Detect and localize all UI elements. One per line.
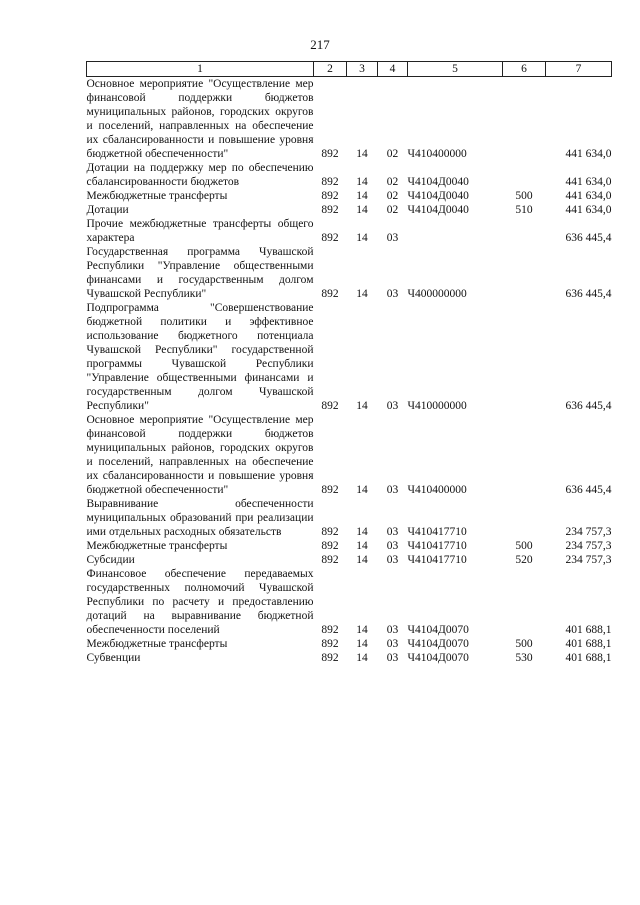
table-body bbox=[87, 77, 612, 666]
row-subsection-code: 03 bbox=[386, 540, 399, 552]
header-row bbox=[87, 62, 612, 77]
row-section-code: 14 bbox=[356, 288, 368, 300]
header-col-1: 1 bbox=[87, 62, 314, 77]
row-amount: 636 445,4 bbox=[565, 484, 612, 496]
row-ministry-code: 892 bbox=[321, 526, 339, 538]
row-subsection-code: 03 bbox=[386, 232, 399, 244]
row-target-article: Ч410000000 bbox=[407, 400, 467, 412]
row-ministry-code: 892 bbox=[321, 484, 339, 496]
row-expense-type: 500 bbox=[515, 638, 533, 650]
row-subsection-code: 03 bbox=[386, 554, 399, 566]
row-section-code: 14 bbox=[356, 652, 368, 664]
row-target-article: Ч4104Д0070 bbox=[407, 638, 469, 650]
row-expense-type: 500 bbox=[515, 540, 533, 552]
table-row bbox=[87, 413, 612, 497]
row-section-code: 14 bbox=[356, 176, 368, 188]
row-section-code: 14 bbox=[356, 624, 368, 636]
row-name: Государственная программа Чувашской Республики "Управление общественными финансами и государственным долгом Чувашской Республики" bbox=[86, 246, 314, 300]
row-ministry-code: 892 bbox=[321, 540, 339, 552]
row-ministry-code: 892 bbox=[321, 638, 339, 650]
header-col-6: 6 bbox=[503, 62, 546, 77]
row-name: Межбюджетные трансферты bbox=[86, 638, 228, 650]
table-row bbox=[87, 203, 612, 217]
row-subsection-code: 03 bbox=[386, 400, 399, 412]
row-target-article: Ч410400000 bbox=[407, 148, 467, 160]
row-section-code: 14 bbox=[356, 204, 368, 216]
row-subsection-code: 03 bbox=[386, 288, 399, 300]
row-name: Межбюджетные трансферты bbox=[86, 190, 228, 202]
row-expense-type: 530 bbox=[515, 652, 533, 664]
row-ministry-code: 892 bbox=[321, 288, 339, 300]
row-name: Основное мероприятие "Осуществление мер финансовой поддержки бюджетов муниципальных районов, городских округов и поселений, направленных на обеспечение их сбалансированности и повышение уровня бюджетной обеспеченности" bbox=[86, 414, 314, 496]
header-col-4: 4 bbox=[378, 62, 408, 77]
row-amount: 441 634,0 bbox=[565, 148, 612, 160]
row-target-article: Ч4104Д0070 bbox=[407, 652, 469, 664]
row-name: Межбюджетные трансферты bbox=[86, 540, 228, 552]
table-row bbox=[87, 497, 612, 539]
header-col-2: 2 bbox=[314, 62, 347, 77]
row-amount: 234 757,3 bbox=[565, 526, 612, 538]
row-target-article: Ч4104Д0040 bbox=[407, 190, 469, 202]
row-target-article: Ч4104Д0070 bbox=[407, 624, 469, 636]
table-row bbox=[87, 77, 612, 162]
row-amount: 441 634,0 bbox=[565, 190, 612, 202]
table-row bbox=[87, 553, 612, 567]
header-col-7: 7 bbox=[546, 62, 612, 77]
row-subsection-code: 03 bbox=[386, 484, 399, 496]
row-subsection-code: 03 bbox=[386, 526, 399, 538]
row-ministry-code: 892 bbox=[321, 176, 339, 188]
row-subsection-code: 03 bbox=[386, 624, 399, 636]
row-ministry-code: 892 bbox=[321, 204, 339, 216]
row-subsection-code: 02 bbox=[386, 148, 399, 160]
row-expense-type bbox=[503, 301, 546, 413]
row-ministry-code: 892 bbox=[321, 148, 339, 160]
row-section-code: 14 bbox=[356, 232, 368, 244]
table-row bbox=[87, 637, 612, 651]
table-row bbox=[87, 301, 612, 413]
row-expense-type bbox=[503, 567, 546, 637]
row-ministry-code: 892 bbox=[321, 232, 339, 244]
row-target-article: Ч410417710 bbox=[407, 554, 467, 566]
row-target-article: Ч4104Д0040 bbox=[407, 204, 469, 216]
table-row bbox=[87, 189, 612, 203]
table-row bbox=[87, 217, 612, 245]
row-target-article: Ч4104Д0040 bbox=[407, 176, 469, 188]
row-amount: 441 634,0 bbox=[565, 176, 612, 188]
table-row bbox=[87, 539, 612, 553]
row-section-code: 14 bbox=[356, 638, 368, 650]
row-target-article bbox=[408, 217, 503, 245]
table-row bbox=[87, 245, 612, 301]
row-target-article: Ч400000000 bbox=[407, 288, 467, 300]
table-row bbox=[87, 161, 612, 189]
row-expense-type: 520 bbox=[515, 554, 533, 566]
row-subsection-code: 02 bbox=[386, 190, 399, 202]
row-target-article: Ч410417710 bbox=[407, 540, 467, 552]
table-row bbox=[87, 567, 612, 637]
row-amount: 401 688,1 bbox=[565, 652, 612, 664]
row-subsection-code: 03 bbox=[386, 638, 399, 650]
row-subsection-code: 02 bbox=[386, 176, 399, 188]
row-name: Основное мероприятие "Осуществление мер финансовой поддержки бюджетов муниципальных районов, городских округов и поселений, направленных на обеспечение их сбалансированности и повышение уровня бюджетной обеспеченности" bbox=[86, 78, 314, 160]
row-ministry-code: 892 bbox=[321, 624, 339, 636]
row-expense-type bbox=[503, 77, 546, 162]
page-number: 217 bbox=[310, 37, 330, 52]
row-name: Дотации bbox=[86, 204, 129, 216]
row-expense-type bbox=[503, 245, 546, 301]
row-ministry-code: 892 bbox=[321, 554, 339, 566]
row-target-article: Ч410400000 bbox=[407, 484, 467, 496]
row-amount: 441 634,0 bbox=[565, 204, 612, 216]
row-section-code: 14 bbox=[356, 554, 368, 566]
row-section-code: 14 bbox=[356, 526, 368, 538]
row-amount: 636 445,4 bbox=[565, 288, 612, 300]
row-name: Субвенции bbox=[86, 652, 141, 664]
row-amount: 401 688,1 bbox=[565, 624, 612, 636]
row-subsection-code: 02 bbox=[386, 204, 399, 216]
row-name: Выравнивание обеспеченности муниципальных образований при реализации ими отдельных расходных обязательств bbox=[86, 498, 314, 538]
row-amount: 234 757,3 bbox=[565, 540, 612, 552]
row-amount: 636 445,4 bbox=[565, 232, 612, 244]
table-header bbox=[87, 62, 612, 77]
row-expense-type: 510 bbox=[515, 204, 533, 216]
row-expense-type bbox=[503, 413, 546, 497]
row-section-code: 14 bbox=[356, 484, 368, 496]
row-ministry-code: 892 bbox=[321, 652, 339, 664]
row-section-code: 14 bbox=[356, 190, 368, 202]
row-name: Подпрограмма "Совершенствование бюджетной политики и эффективное использование бюджетного потенциала Чувашской Республики" государственной программы Чувашской Республики "Управление общественными финансами и государственным долгом Чувашской Республики" bbox=[86, 302, 314, 412]
row-amount: 401 688,1 bbox=[565, 638, 612, 650]
row-name: Финансовое обеспечение передаваемых государственных полномочий Чувашской Республики по расчету и предоставлению дотаций на выравнивание бюджетной обеспеченности поселений bbox=[86, 568, 314, 636]
row-amount: 636 445,4 bbox=[565, 400, 612, 412]
budget-table bbox=[86, 61, 612, 665]
row-section-code: 14 bbox=[356, 400, 368, 412]
row-section-code: 14 bbox=[356, 540, 368, 552]
row-ministry-code: 892 bbox=[321, 400, 339, 412]
row-target-article: Ч410417710 bbox=[407, 526, 467, 538]
row-subsection-code: 03 bbox=[386, 652, 399, 664]
row-name: Прочие межбюджетные трансферты общего характера bbox=[86, 218, 314, 244]
row-expense-type bbox=[503, 497, 546, 539]
row-name: Дотации на поддержку мер по обеспечению сбалансированности бюджетов bbox=[86, 162, 314, 188]
row-section-code: 14 bbox=[356, 148, 368, 160]
header-col-5: 5 bbox=[408, 62, 503, 77]
row-expense-type bbox=[503, 217, 546, 245]
header-col-3: 3 bbox=[347, 62, 378, 77]
row-name: Субсидии bbox=[86, 554, 135, 566]
row-amount: 234 757,3 bbox=[565, 554, 612, 566]
row-expense-type bbox=[503, 161, 546, 189]
row-ministry-code: 892 bbox=[321, 190, 339, 202]
row-expense-type: 500 bbox=[515, 190, 533, 202]
table-row bbox=[87, 651, 612, 665]
